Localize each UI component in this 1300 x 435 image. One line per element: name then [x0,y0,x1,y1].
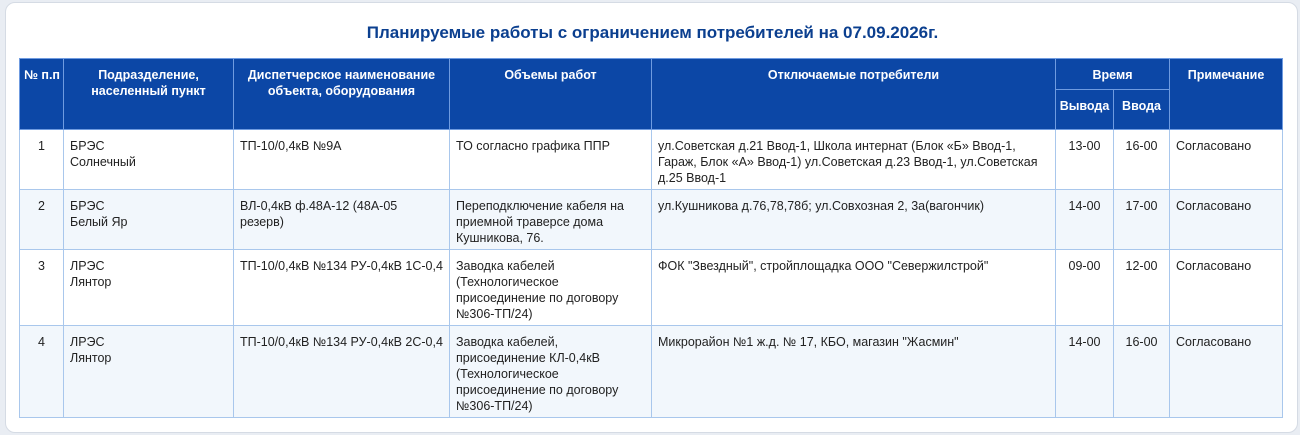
header-consumers: Отключаемые потребители [652,59,1056,130]
table-row [20,130,1283,190]
table-row [20,250,1283,326]
division-name: ЛРЭС [70,335,105,349]
header-time-in: Ввода [1114,90,1170,130]
division-name: БРЭС [70,199,105,213]
table-header-row [20,59,1283,90]
outage-table [19,58,1283,418]
cell-note: Согласовано [1170,250,1283,326]
cell-dispatch: ТП-10/0,4кВ №134 РУ-0,4кВ 1С-0,4 [234,250,450,326]
place-name: Белый Яр [70,215,128,229]
header-division: Подразделение, населенный пункт [64,59,234,130]
header-time-out: Вывода [1056,90,1114,130]
header-num: № п.п [20,59,64,130]
cell-time-out: 09-00 [1056,250,1114,326]
cell-consumers: ул.Кушникова д.76,78,78б; ул.Совхозная 2, 3а(вагончик) [652,190,1056,250]
cell-consumers: Микрорайон №1 ж.д. № 17, КБО, магазин "Жасмин" [652,326,1056,418]
cell-consumers: ул.Советская д.21 Ввод-1, Школа интернат (Блок «Б» Ввод-1, Гараж, Блок «А» Ввод-1) ул.Советская д.23 Ввод-1, ул.Советская д.25 Ввод-1 [652,130,1056,190]
header-scope: Объемы работ [450,59,652,130]
header-dispatch: Диспетчерское наименование объекта, оборудования [234,59,450,130]
place-name: Солнечный [70,155,136,169]
division-name: ЛРЭС [70,259,105,273]
cell-note: Согласовано [1170,326,1283,418]
cell-consumers: ФОК "Звездный", стройплощадка ООО "Севержилстрой" [652,250,1056,326]
cell-time-out: 14-00 [1056,190,1114,250]
cell-time-in: 12-00 [1114,250,1170,326]
cell-division [64,326,234,418]
cell-division [64,130,234,190]
place-name: Лянтор [70,351,112,365]
cell-dispatch: ТП-10/0,4кВ №9А [234,130,450,190]
header-note: Примечание [1170,59,1283,130]
cell-num: 3 [20,250,64,326]
cell-time-in: 16-00 [1114,326,1170,418]
outage-schedule-card [5,2,1298,433]
cell-num: 2 [20,190,64,250]
cell-division [64,190,234,250]
cell-time-in: 17-00 [1114,190,1170,250]
place-name: Лянтор [70,275,112,289]
cell-scope: Переподключение кабеля на приемной траверсе дома Кушникова, 76. [450,190,652,250]
cell-num: 1 [20,130,64,190]
cell-division [64,250,234,326]
header-time: Время [1056,59,1170,90]
cell-dispatch: ВЛ-0,4кВ ф.48А-12 (48А-05 резерв) [234,190,450,250]
cell-scope: Заводка кабелей (Технологическое присоединение по договору №306-ТП/24) [450,250,652,326]
cell-time-in: 16-00 [1114,130,1170,190]
table-row [20,326,1283,418]
page-title: Планируемые работы с ограничением потребителей на 07.09.2026г. [366,23,939,42]
cell-scope: Заводка кабелей, присоединение КЛ-0,4кВ (Технологическое присоединение по договору №306-ТП/24) [450,326,652,418]
table-row [20,190,1283,250]
cell-num: 4 [20,326,64,418]
cell-note: Согласовано [1170,190,1283,250]
cell-time-out: 14-00 [1056,326,1114,418]
cell-scope: ТО согласно графика ППР [450,130,652,190]
cell-time-out: 13-00 [1056,130,1114,190]
cell-note: Согласовано [1170,130,1283,190]
cell-dispatch: ТП-10/0,4кВ №134 РУ-0,4кВ 2С-0,4 [234,326,450,418]
division-name: БРЭС [70,139,105,153]
